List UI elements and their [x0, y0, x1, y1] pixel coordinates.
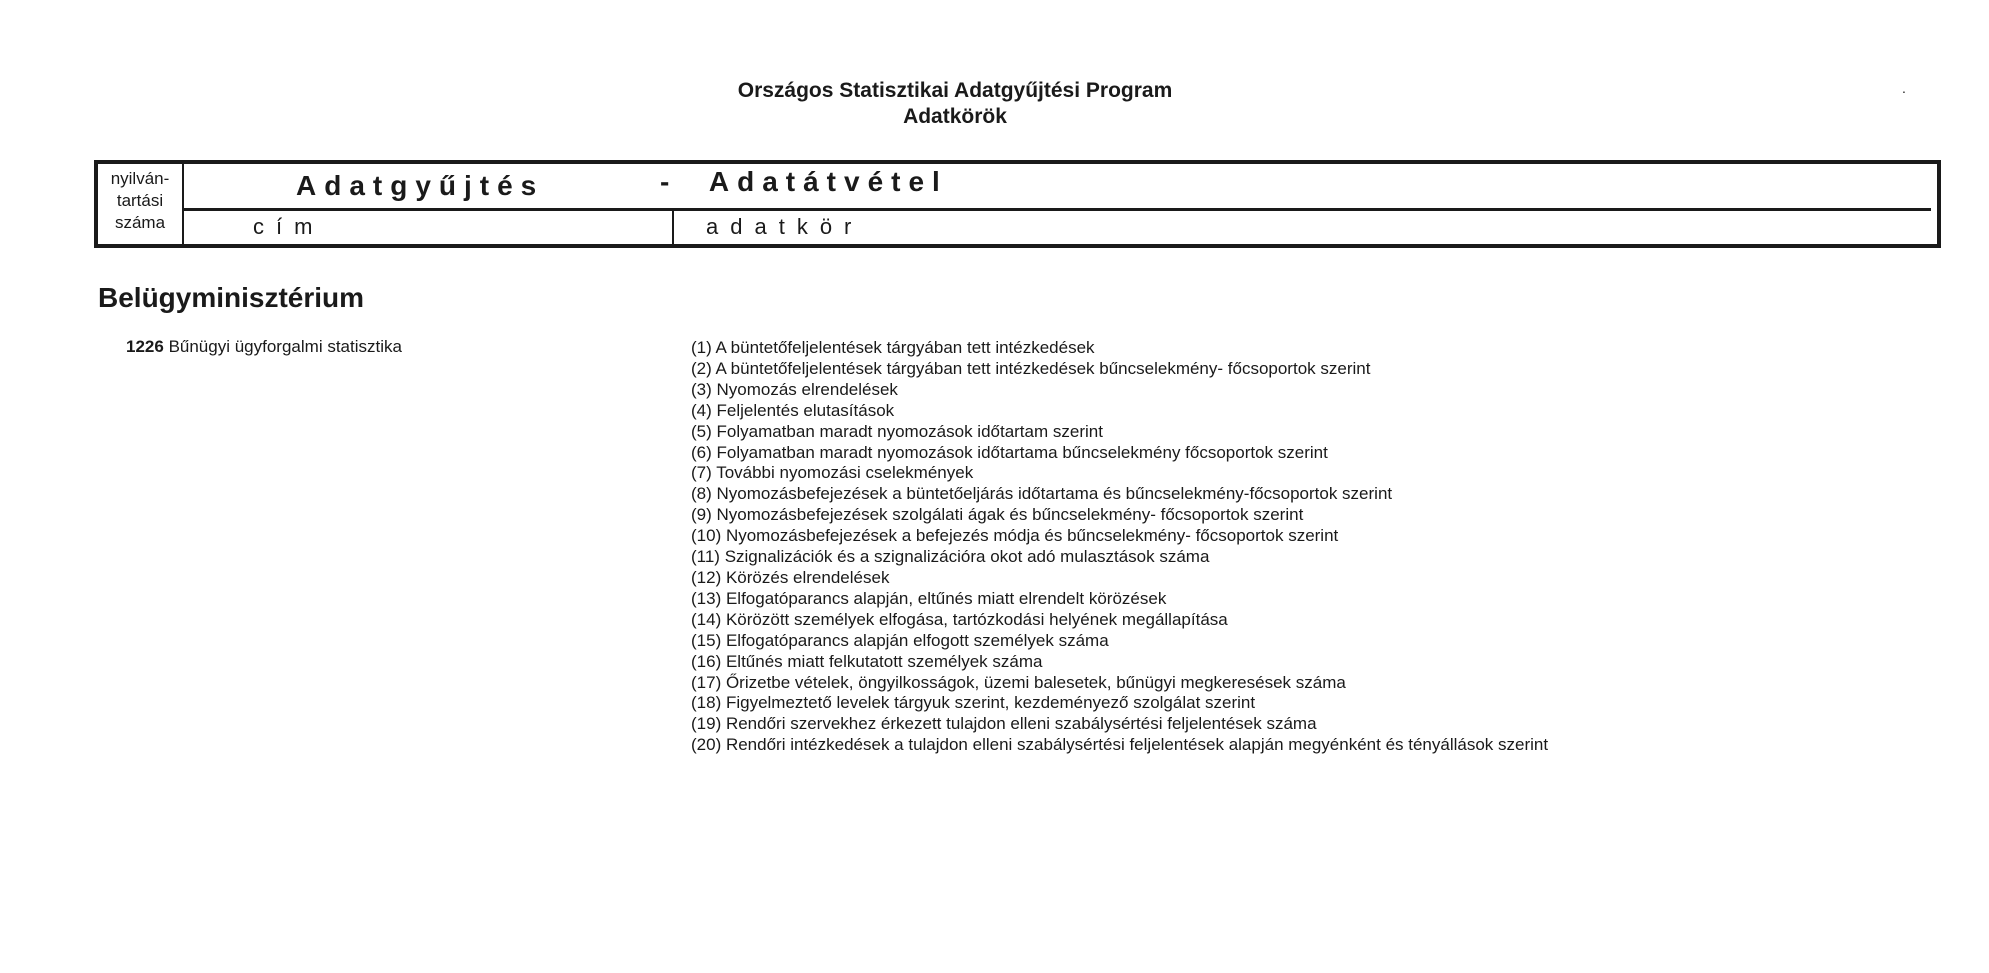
data-scope-list: [691, 338, 1548, 756]
corner-mark: .: [1902, 80, 1906, 96]
list-item: (6) Folyamatban maradt nyomozások időtartama bűncselekmény főcsoportok szerint: [691, 442, 1328, 462]
transfer-header-label: Adatátvétel: [708, 166, 948, 197]
ministry-heading: Belügyminisztérium: [98, 282, 365, 313]
row-divider: [184, 208, 1931, 211]
data-scope-subheader: adatkör: [706, 214, 864, 239]
list-item: (17) Őrizetbe vételek, öngyilkosságok, üzemi balesetek, bűnügyi megkeresések száma: [691, 672, 1346, 692]
list-item: (13) Elfogatóparancs alapján, eltűnés miatt elrendelt körözések: [691, 588, 1167, 608]
collection-number: 1226: [126, 337, 164, 356]
list-item: (11) Szignalizációk és a szignalizációra okot adó mulasztások száma: [691, 547, 1210, 567]
list-item: (19) Rendőri szervekhez érkezett tulajdon elleni szabálysértési feljelentések száma: [691, 714, 1317, 734]
title-subheader: cím: [253, 214, 325, 239]
collection-header: Adatgyűjtés: [296, 170, 545, 201]
collection-title: Bűnügyi ügyforgalmi statisztika: [168, 337, 402, 356]
list-item: (9) Nyomozásbefejezések szolgálati ágak és bűncselekmény- főcsoportok szerint: [691, 505, 1304, 525]
list-item: (20) Rendőri intézkedések a tulajdon elleni szabálysértési feljelentések alapján megyénként és tényállások szerint: [691, 735, 1549, 755]
list-item: (8) Nyomozásbefejezések a büntetőeljárás időtartama és bűncselekmény-főcsoportok szerint: [691, 484, 1393, 504]
document-subtitle: Adatkörök: [903, 105, 1007, 128]
list-item: (10) Nyomozásbefejezések a befejezés módja és bűncselekmény- főcsoportok szerint: [691, 526, 1339, 546]
data-collection-entry: [126, 337, 402, 357]
registration-number-header: [98, 164, 184, 244]
list-item: (12) Körözés elrendelések: [691, 567, 890, 587]
list-item: (1) A büntetőfeljelentések tárgyában tett intézkedések: [691, 338, 1095, 357]
list-item: (2) A büntetőfeljelentések tárgyában tett intézkedések bűncselekmény- főcsoportok szerint: [691, 358, 1371, 378]
list-item: (7) További nyomozási cselekmények: [691, 463, 974, 483]
transfer-header: [660, 166, 948, 198]
number-label-line: száma: [114, 213, 166, 232]
number-label-line: tartási: [116, 191, 164, 210]
list-item: (18) Figyelmeztető levelek tárgyuk szerint, kezdeményező szolgálat szerint: [691, 693, 1256, 713]
document-header: [0, 78, 1910, 130]
header-dash: -: [660, 166, 678, 197]
number-label-line: nyilván-: [110, 169, 170, 188]
column-divider: [672, 210, 674, 244]
list-item: (15) Elfogatóparancs alapján elfogott személyek száma: [691, 630, 1109, 650]
list-item: (5) Folyamatban maradt nyomozások időtartam szerint: [691, 421, 1103, 441]
document-title: Országos Statisztikai Adatgyűjtési Program: [737, 79, 1173, 102]
list-item: (14) Körözött személyek elfogása, tartózkodási helyének megállapítása: [691, 609, 1228, 629]
list-item: (16) Eltűnés miatt felkutatott személyek száma: [691, 651, 1043, 671]
list-item: (4) Feljelentés elutasítások: [691, 400, 895, 420]
list-item: (3) Nyomozás elrendelések: [691, 379, 898, 399]
column-header-table: [94, 160, 1941, 248]
